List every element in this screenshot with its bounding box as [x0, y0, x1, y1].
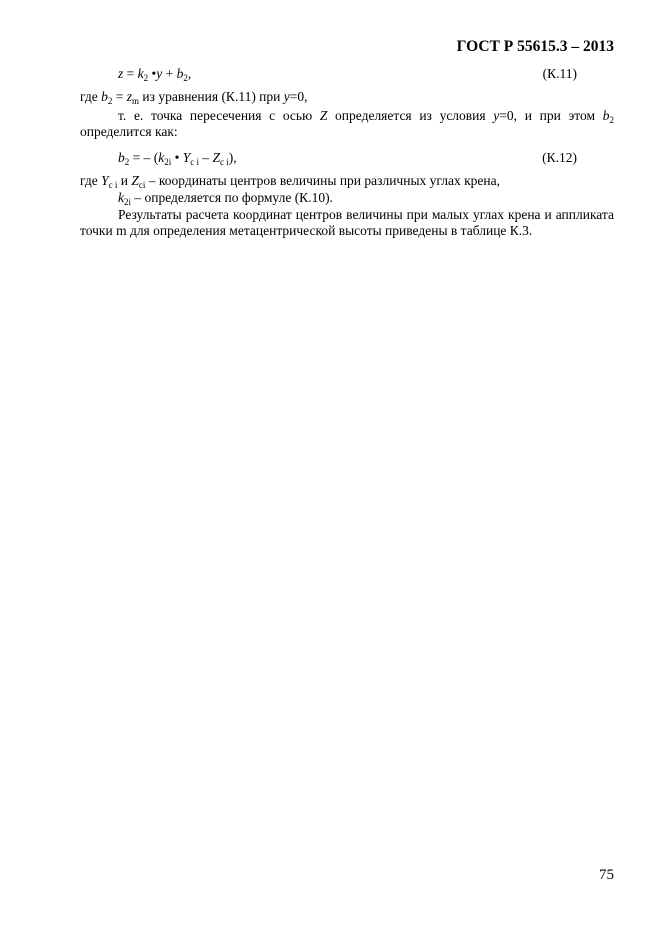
text: и [117, 173, 132, 188]
var-Y: Y [101, 173, 109, 188]
var-Y: Y [182, 150, 191, 165]
var-k: k [158, 150, 165, 165]
sub-Y: c i [108, 180, 118, 190]
plus-sign: + [162, 66, 177, 81]
text: из уравнения (К.11) при [139, 89, 284, 104]
text: определится как: [80, 124, 178, 140]
sub-k: 2i [124, 197, 132, 207]
equation-number-k11: (К.11) [542, 66, 577, 81]
eq-sign: = [123, 66, 138, 81]
var-b: b [176, 66, 184, 81]
sub-b: 2 [609, 115, 614, 125]
sub-b: 2 [183, 73, 188, 83]
where-word: где [80, 89, 102, 104]
var-Z: Z [319, 108, 328, 123]
var-Z: Z [212, 150, 221, 165]
equation-number-k12: (К.12) [542, 150, 577, 165]
k2i-line [118, 190, 333, 206]
paragraph-results: Результаты расчета координат центров величины при малых углах крена и аппликата точки m для определения метацентрической высоты приведены в таблице К.3. [80, 207, 614, 239]
equation-k11 [118, 66, 191, 82]
paragraph-intersection [80, 108, 614, 140]
var-k: k [137, 66, 144, 81]
where-word: где [80, 173, 102, 188]
eq-sign: = [112, 89, 127, 104]
var-b: b [602, 108, 610, 123]
var-z: z [118, 66, 124, 81]
text: т. е. точка пересечения с осью [118, 108, 320, 123]
sub-Z: ci [138, 180, 146, 190]
document-header: ГОСТ Р 55615.3 – 2013 [456, 38, 614, 55]
var-b: b [118, 150, 125, 165]
text: определяется из условия [327, 108, 494, 123]
var-y: y [283, 89, 290, 104]
text: ), [228, 150, 237, 165]
equation-k12 [118, 150, 237, 166]
sub-Z: c i [220, 157, 229, 167]
sub-k: 2 [143, 73, 149, 83]
var-b: b [101, 89, 108, 104]
text: – определяется по формуле (К.10). [131, 190, 333, 205]
var-y: y [493, 108, 500, 123]
dot-operator: • [148, 66, 157, 81]
sub-z: m [132, 96, 140, 106]
text: – координаты центров величины при различных углах крена, [145, 173, 500, 188]
comma: , [187, 66, 192, 81]
sub-k: 2i [164, 157, 172, 167]
var-z: z [126, 89, 132, 104]
sub-Y: c i [190, 157, 199, 167]
text: =0, и при этом [499, 108, 603, 123]
var-k: k [118, 190, 124, 205]
minus-sign: – [199, 150, 213, 165]
var-Z: Z [131, 173, 139, 188]
sub-b: 2 [124, 157, 130, 167]
var-y: y [156, 66, 163, 81]
text: = – ( [129, 150, 159, 165]
sub-b: 2 [107, 96, 113, 106]
dot-operator: • [171, 150, 183, 165]
where-line-coords [80, 173, 500, 189]
text: =0, [289, 89, 308, 104]
page-number: 75 [599, 867, 614, 883]
where-line-b2 [80, 89, 308, 105]
